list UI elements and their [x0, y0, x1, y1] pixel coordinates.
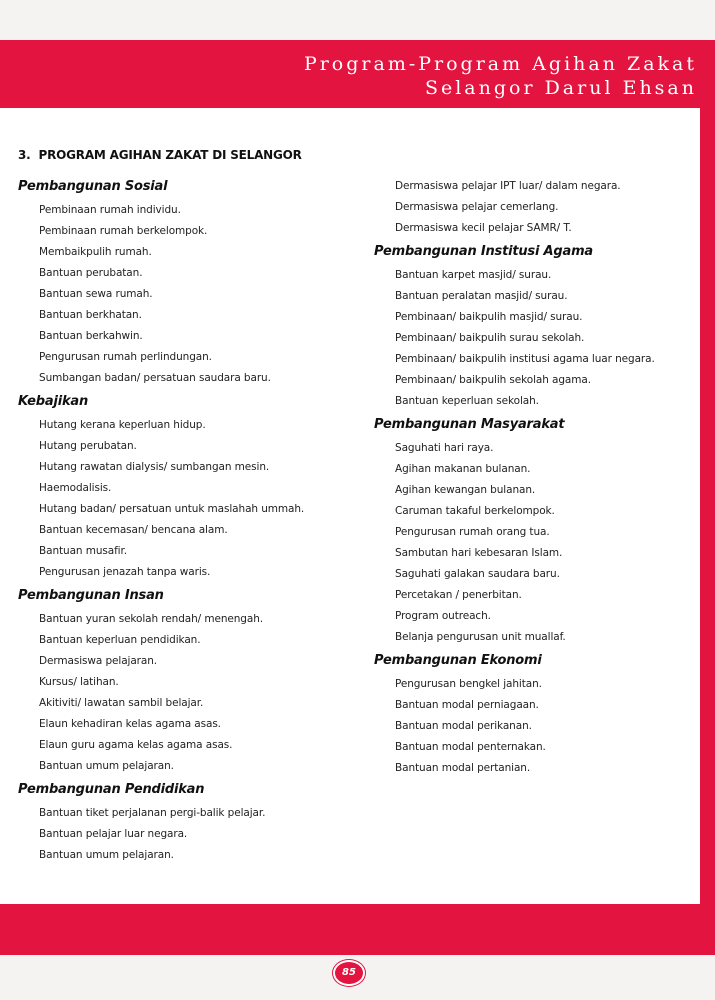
list-item: Saguhati hari raya.	[395, 442, 494, 454]
list-item: Bantuan yuran sekolah rendah/ menengah.	[39, 613, 263, 625]
list-item: Bantuan peralatan masjid/ surau.	[395, 290, 568, 302]
section-heading	[18, 148, 302, 162]
list-item: Hutang perubatan.	[39, 440, 137, 452]
list-item: Dermasiswa pelajaran.	[39, 655, 158, 667]
page-number-badge: 85	[333, 960, 365, 986]
list-item: Pengurusan bengkel jahitan.	[395, 678, 542, 690]
list-item: Hutang rawatan dialysis/ sumbangan mesin.	[39, 461, 270, 473]
item-list	[18, 202, 304, 391]
item-list	[374, 440, 655, 650]
item-list	[18, 417, 304, 585]
category-title: Pembangunan Insan	[18, 588, 164, 603]
list-item: Dermasiswa pelajar IPT luar/ dalam negara.	[395, 180, 621, 192]
list-item: Hutang kerana keperluan hidup.	[39, 419, 206, 431]
list-item: Bantuan keperluan pendidikan.	[39, 634, 201, 646]
list-item: Bantuan umum pelajaran.	[39, 760, 174, 772]
list-item: Percetakan / penerbitan.	[395, 589, 522, 601]
category-title: Pembangunan Ekonomi	[374, 653, 542, 668]
category-block	[374, 416, 655, 650]
list-item: Caruman takaful berkelompok.	[395, 505, 555, 517]
list-item: Bantuan modal perikanan.	[395, 720, 532, 732]
item-list	[18, 805, 304, 868]
category-title: Kebajikan	[18, 394, 89, 409]
list-item: Bantuan tiket perjalanan pergi-balik pelajar.	[39, 807, 266, 819]
list-item: Bantuan perubatan.	[39, 267, 143, 279]
continued-item-list	[374, 178, 655, 241]
list-item: Bantuan kecemasan/ bencana alam.	[39, 524, 228, 536]
item-list	[374, 267, 655, 414]
category-title: Pembangunan Institusi Agama	[374, 244, 593, 259]
page-header-title	[304, 52, 697, 100]
list-item: Haemodalisis.	[39, 482, 112, 494]
list-item: Agihan makanan bulanan.	[395, 463, 531, 475]
category-block	[374, 243, 655, 414]
left-column	[18, 178, 304, 870]
list-item: Bantuan modal penternakan.	[395, 741, 546, 753]
list-item: Elaun guru agama kelas agama asas.	[39, 739, 233, 751]
header-title-line1: Program-Program Agihan Zakat	[303, 53, 697, 75]
category-block	[18, 781, 304, 868]
list-item: Hutang badan/ persatuan untuk maslahah ummah.	[39, 503, 305, 515]
list-item: Bantuan modal pertanian.	[395, 762, 531, 774]
list-item: Kursus/ latihan.	[39, 676, 119, 688]
list-item: Dermasiswa kecil pelajar SAMR/ T.	[395, 222, 572, 234]
list-item: Bantuan pelajar luar negara.	[39, 828, 188, 840]
list-item: Bantuan keperluan sekolah.	[395, 395, 539, 407]
list-item: Sumbangan badan/ persatuan saudara baru.	[39, 372, 271, 384]
list-item: Agihan kewangan bulanan.	[395, 484, 536, 496]
category-title: Pembangunan Sosial	[18, 179, 168, 194]
section-number: 3.	[18, 148, 31, 162]
list-item: Bantuan umum pelajaran.	[39, 849, 174, 861]
list-item: Dermasiswa pelajar cemerlang.	[395, 201, 559, 213]
list-item: Pembinaan/ baikpulih surau sekolah.	[395, 332, 585, 344]
header-title-line2: Selangor Darul Ehsan	[424, 77, 697, 99]
item-list	[374, 676, 655, 781]
list-item: Pengurusan rumah orang tua.	[395, 526, 550, 538]
list-item: Bantuan modal perniagaan.	[395, 699, 539, 711]
list-item: Belanja pengurusan unit muallaf.	[395, 631, 566, 643]
item-list	[18, 611, 304, 779]
category-title: Pembangunan Masyarakat	[374, 417, 565, 432]
list-item: Bantuan sewa rumah.	[39, 288, 153, 300]
list-item: Membaikpulih rumah.	[39, 246, 152, 258]
list-item: Pembinaan/ baikpulih masjid/ surau.	[395, 311, 583, 323]
list-item: Saguhati galakan saudara baru.	[395, 568, 560, 580]
content-page	[0, 108, 700, 904]
list-item: Bantuan karpet masjid/ surau.	[395, 269, 552, 281]
list-item: Bantuan berkhatan.	[39, 309, 142, 321]
list-item: Bantuan musafir.	[39, 545, 127, 557]
list-item: Akitiviti/ lawatan sambil belajar.	[39, 697, 204, 709]
category-title: Pembangunan Pendidikan	[18, 782, 205, 797]
list-item: Sambutan hari kebesaran Islam.	[395, 547, 563, 559]
list-item: Elaun kehadiran kelas agama asas.	[39, 718, 221, 730]
list-item: Pengurusan jenazah tanpa waris.	[39, 566, 211, 578]
list-item: Bantuan berkahwin.	[39, 330, 143, 342]
category-block	[18, 178, 304, 391]
list-item: Pembinaan/ baikpulih institusi agama luar negara.	[395, 353, 655, 365]
category-block	[18, 393, 304, 585]
category-block	[18, 587, 304, 779]
list-item: Pembinaan rumah berkelompok.	[39, 225, 208, 237]
right-column	[374, 178, 655, 783]
category-block	[374, 652, 655, 781]
section-title: PROGRAM AGIHAN ZAKAT DI SELANGOR	[38, 148, 302, 162]
list-item: Pembinaan/ baikpulih sekolah agama.	[395, 374, 591, 386]
list-item: Program outreach.	[395, 610, 491, 622]
list-item: Pengurusan rumah perlindungan.	[39, 351, 212, 363]
list-item: Pembinaan rumah individu.	[39, 204, 181, 216]
